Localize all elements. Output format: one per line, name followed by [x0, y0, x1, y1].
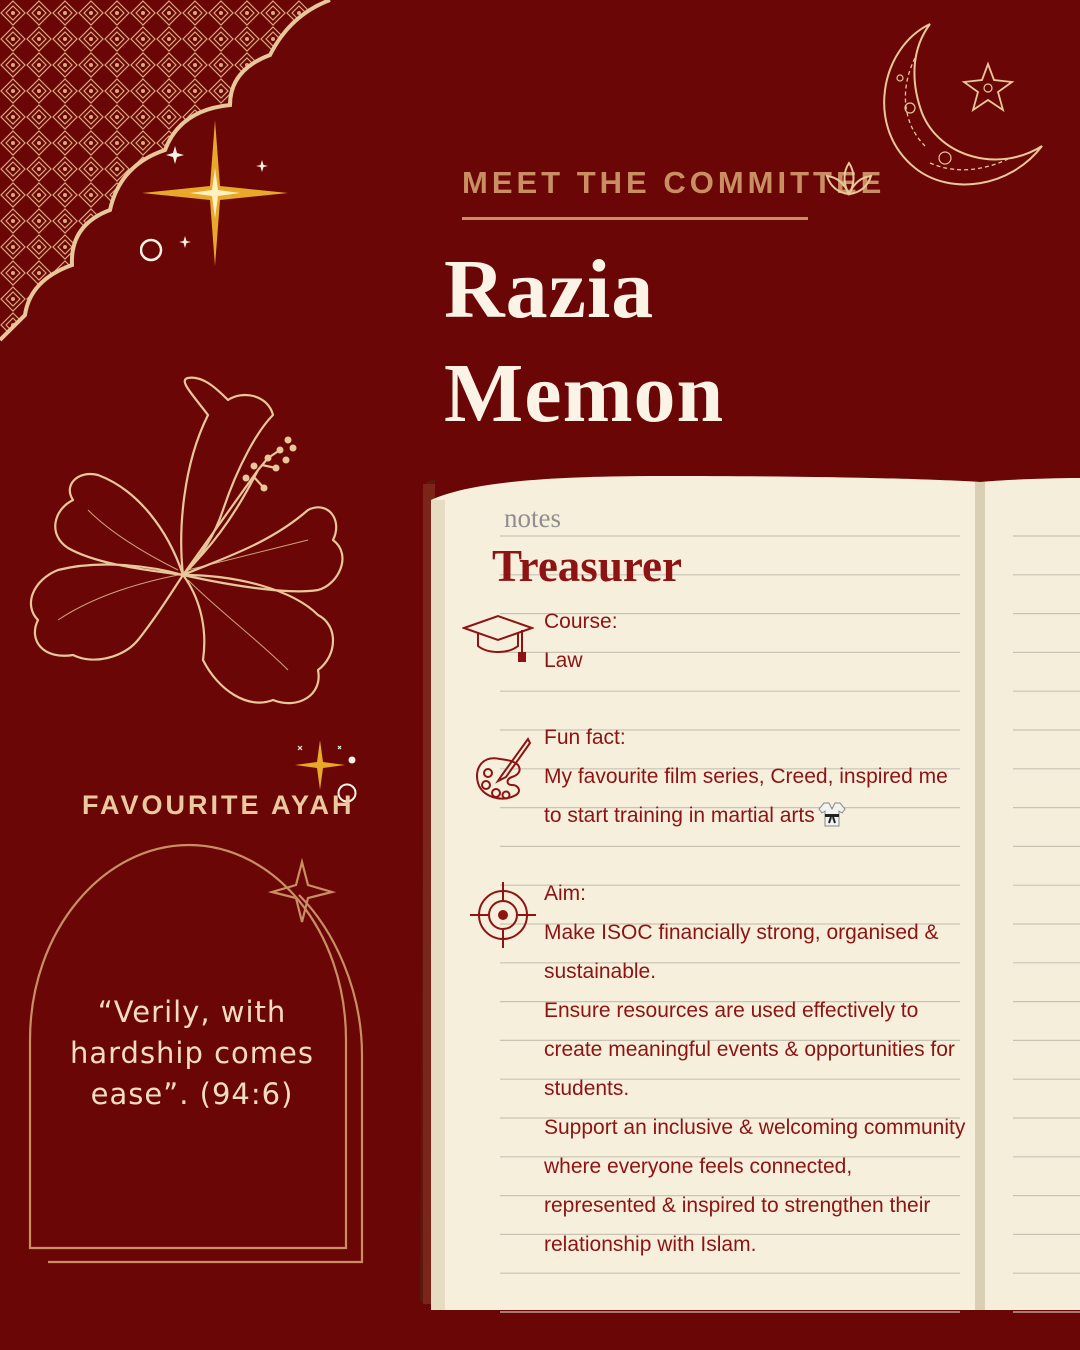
fun-fact-line: My favourite film series, Creed, inspired me: [544, 765, 948, 788]
aim-line: students.: [544, 1077, 630, 1100]
fun-fact-line-wrap: [544, 796, 954, 835]
aim-line: Support an inclusive & welcoming community: [544, 1116, 966, 1139]
hibiscus-flower-icon: [18, 370, 358, 720]
martial-arts-uniform-icon: [818, 801, 846, 827]
crescent-moon-icon: [870, 18, 1050, 198]
fun-fact-line: to start training in martial arts: [544, 804, 815, 827]
graduation-cap-icon: [462, 612, 534, 664]
aim-line: where everyone feels connected,: [544, 1155, 853, 1178]
aim-line: sustainable.: [544, 960, 657, 983]
fun-fact-label: Fun fact:: [544, 726, 626, 749]
ayah-quote: [52, 992, 332, 1115]
ayah-line: hardship comes: [69, 1036, 315, 1070]
aim-line: represented & inspired to strengthen their: [544, 1194, 931, 1217]
aim-line: Make ISOC financially strong, organised &: [544, 921, 939, 944]
aim-line: create meaningful events & opportunities for: [544, 1038, 955, 1061]
ayah-line: ease”. (94:6): [90, 1077, 294, 1111]
course-section: [544, 602, 954, 680]
meet-the-committee-label: MEET THE COMMITTEE: [462, 165, 886, 200]
aim-section: [544, 874, 966, 1264]
member-role: Treasurer: [492, 541, 682, 591]
aim-line: Ensure resources are used effectively to: [544, 999, 919, 1022]
favourite-ayah-label: FAVOURITE AYAH: [82, 790, 355, 820]
aim-label: Aim:: [544, 882, 586, 905]
heading-underline: [462, 217, 808, 220]
course-value: Law: [544, 649, 583, 672]
ayah-line: “Verily, with: [97, 995, 287, 1029]
palette-icon: [472, 735, 534, 805]
target-icon: [468, 880, 538, 950]
heading-block: [462, 165, 886, 201]
fun-fact-section: [544, 718, 954, 835]
star-icon: [964, 64, 1012, 110]
course-label: Course:: [544, 610, 618, 633]
notebook-tab-label: notes: [504, 503, 561, 533]
member-first-name: Razia: [444, 243, 655, 336]
lotus-icon: [824, 160, 874, 200]
aim-line: relationship with Islam.: [544, 1233, 757, 1256]
member-last-name: Memon: [444, 347, 725, 440]
sparkle-icon: [140, 118, 290, 268]
